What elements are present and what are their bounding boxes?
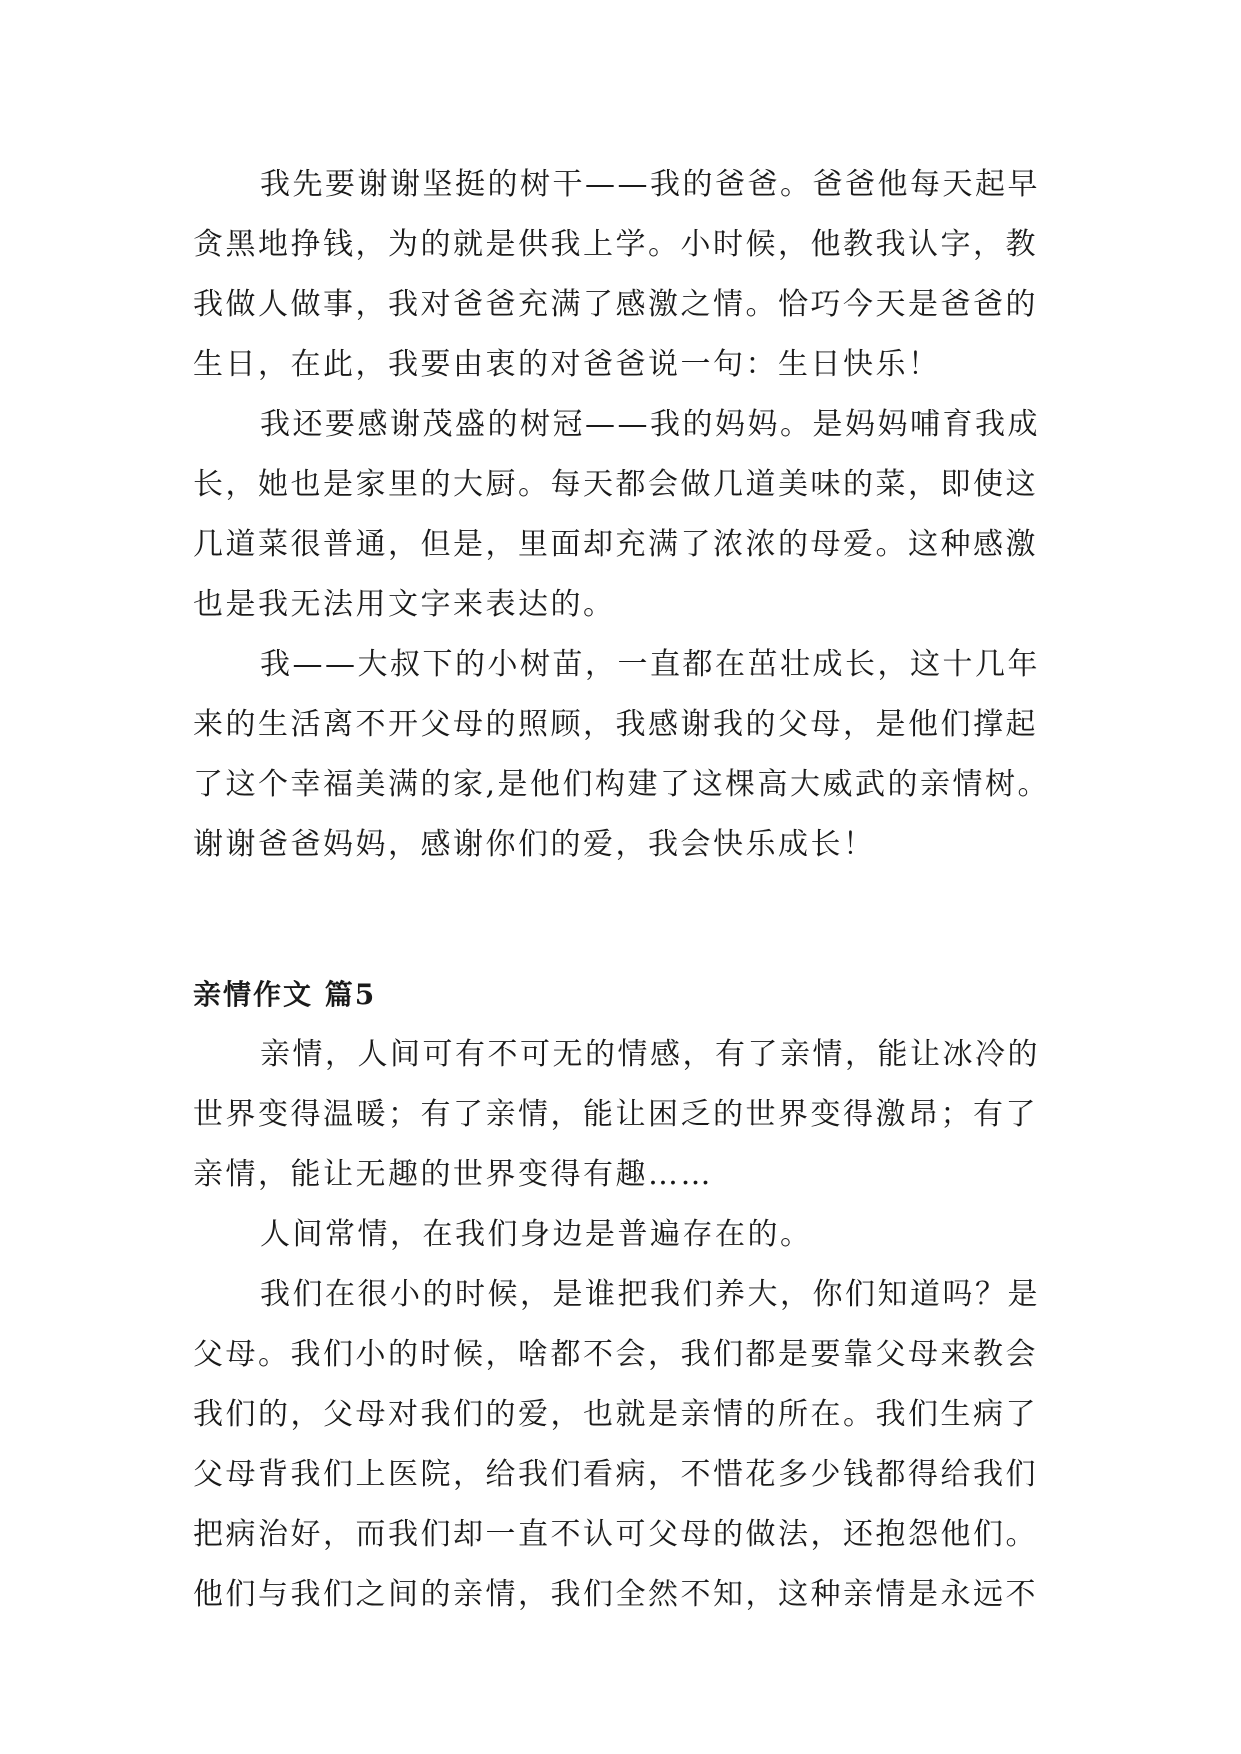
text-line: 亲情，人间可有不可无的情感，有了亲情，能让冰冷的 [260,1037,1040,1072]
text-line: 亲情，能让无趣的世界变得有趣…… [193,1157,713,1192]
paragraph-mother [193,395,1055,635]
text-line: 也是我无法用文字来表达的。 [193,587,616,622]
text-line: 他们与我们之间的亲情，我们全然不知，这种亲情是永远不 [193,1577,1038,1612]
text-line: 谢谢爸爸妈妈，感谢你们的爱，我会快乐成长！ [193,827,876,862]
text-line: 长，她也是家里的大厨。每天都会做几道美味的菜，即使这 [193,467,1038,502]
paragraph-father [193,155,1055,395]
paragraph-intro [193,1025,1055,1205]
text-line: 把病治好，而我们却一直不认可父母的做法，还抱怨他们。 [193,1517,1038,1552]
text-line: 来的生活离不开父母的照顾，我感谢我的父母，是他们撑起 [193,707,1038,742]
text-line: 了这个幸福美满的家,是他们构建了这棵高大威武的亲情树。 [193,767,1051,802]
paragraph-common [193,1205,1055,1265]
text-line: 生日，在此，我要由衷的对爸爸说一句：生日快乐！ [193,347,941,382]
paragraph-parents [193,1265,1055,1625]
text-line: 父母。我们小的时候，啥都不会，我们都是要靠父母来教会 [193,1337,1038,1372]
document-page [193,155,1055,1625]
section-spacer [193,875,1055,965]
text-line: 我还要感谢茂盛的树冠——我的妈妈。是妈妈哺育我成 [260,407,1040,442]
text-line: 几道菜很普通，但是，里面却充满了浓浓的母爱。这种感激 [193,527,1038,562]
text-line: 我们的，父母对我们的爱，也就是亲情的所在。我们生病了 [193,1397,1038,1432]
text-line: 世界变得温暖；有了亲情，能让困乏的世界变得激昂；有了 [193,1097,1038,1132]
text-line: 我做人做事，我对爸爸充满了感激之情。恰巧今天是爸爸的 [193,287,1038,322]
paragraph-sapling [193,635,1055,875]
section-heading: 亲情作文 篇5 [193,978,377,1011]
text-line: 父母背我们上医院，给我们看病，不惜花多少钱都得给我们 [193,1457,1038,1492]
text-line: 我先要谢谢坚挺的树干——我的爸爸。爸爸他每天起早 [260,167,1040,202]
text-line: 我——大叔下的小树苗，一直都在茁壮成长，这十几年 [260,647,1040,682]
text-line: 贪黑地挣钱，为的就是供我上学。小时候，他教我认字，教 [193,227,1038,262]
text-line: 我们在很小的时候，是谁把我们养大，你们知道吗？是 [260,1277,1040,1312]
text-line: 人间常情，在我们身边是普遍存在的。 [260,1217,813,1252]
